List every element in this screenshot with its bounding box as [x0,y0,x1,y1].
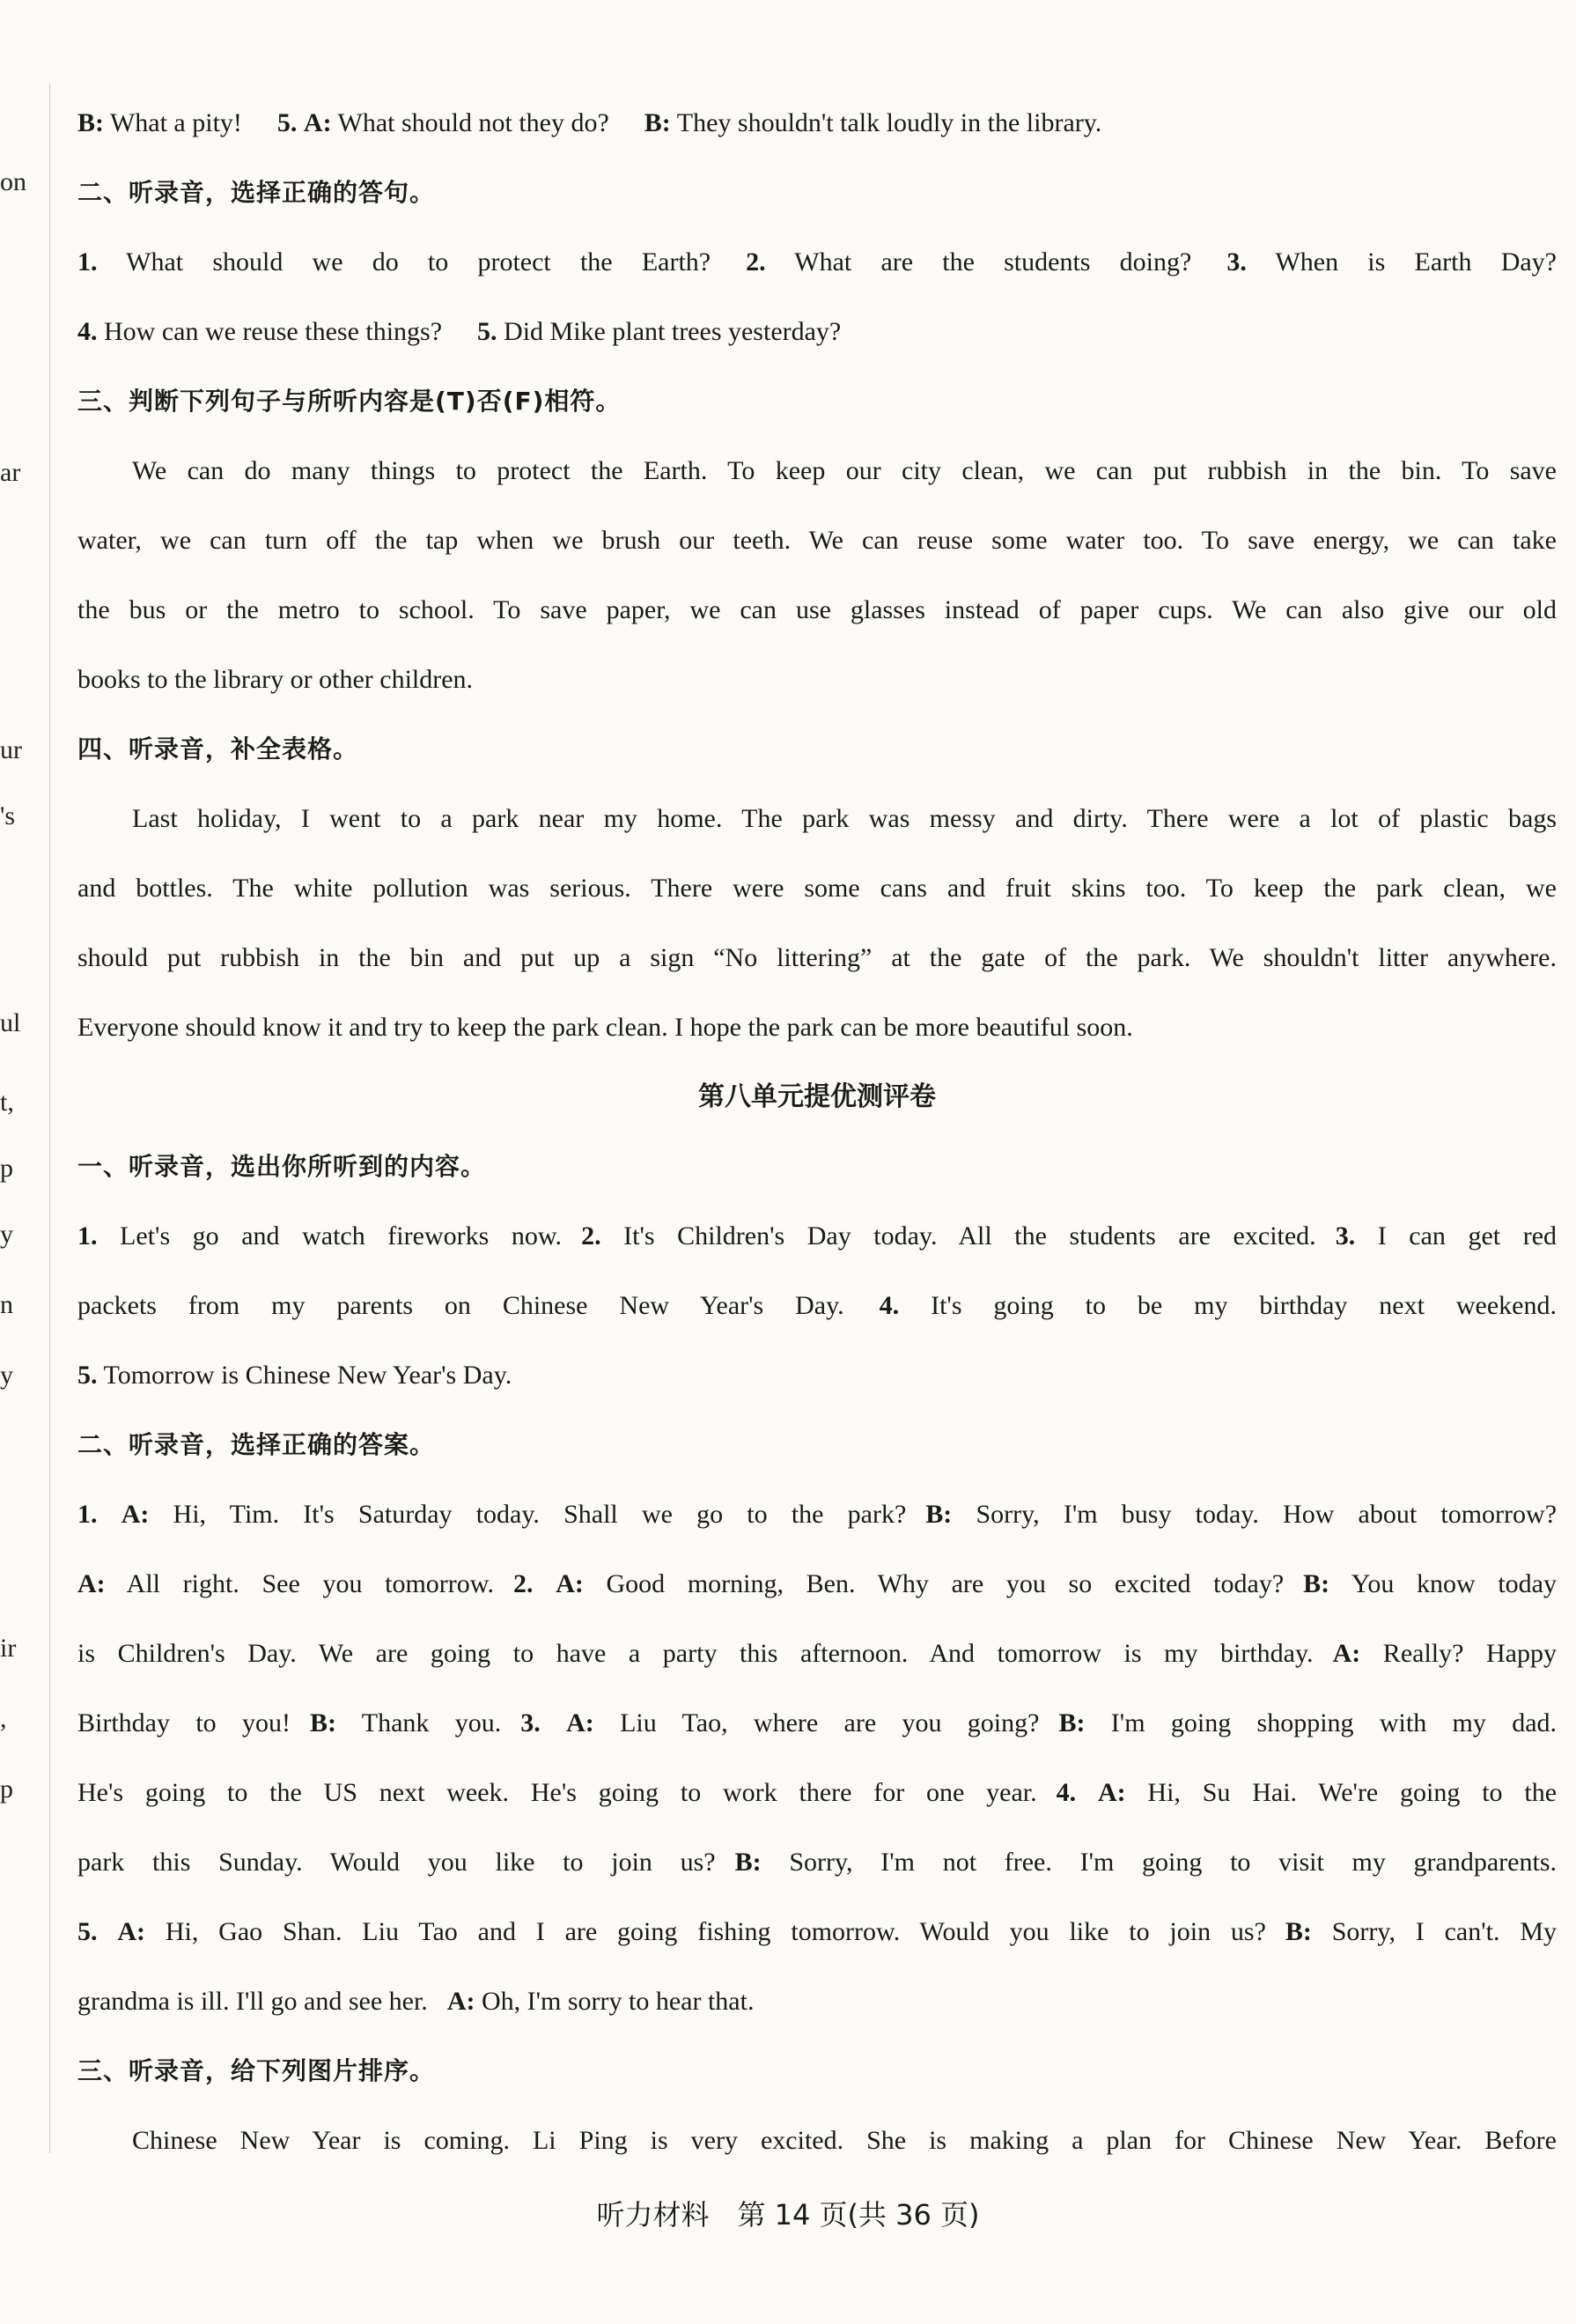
line-1: B: What a pity! 5. A: What should not they do? B: They shouldn't talk loudly in the library. [77,108,1102,137]
edge-fragment: t, [0,1088,14,1117]
edge-fragment: 's [0,801,16,830]
paragraph-line: water, we can turn off the tap when we brush our teeth. We can reuse some water too. To save energy, we can take [77,526,1557,555]
paragraph-line: and bottles. The white pollution was serious. There were some cans and fruit skins too. To keep the park clean, we [77,874,1557,903]
section-heading: 三、听录音，给下列图片排序。 [77,2056,436,2085]
binding-rule [49,84,50,2153]
transcript-content [77,88,1557,2175]
section-heading: 四、听录音，补全表格。 [77,734,359,764]
line-27: 5. A: Hi, Gao Shan. Liu Tao and I are going fishing tomorrow. Would you like to join us? B: Sorry, I can't. My [77,1917,1557,1946]
edge-fragment: y [0,1361,13,1390]
line-18: packets from my parents on Chinese New Year's Day. 4. It's going to be my birthday next weekend. [77,1291,1557,1320]
line-21: 1. A: Hi, Tim. It's Saturday today. Shall we go to the park? B: Sorry, I'm busy today. How about tomorrow? [77,1500,1558,1529]
edge-fragment: , [0,1704,7,1733]
paragraph-line: should put rubbish in the bin and put up a sign “No littering” at the gate of the park. We shouldn't litter anywhere. [77,943,1557,972]
line-3: 1. What should we do to protect the Earth? 2. What are the students doing? 3. When is Earth Day? [77,247,1557,277]
line-22: A: All right. See you tomorrow. 2. A: Good morning, Ben. Why are you so excited today? B: You know today [77,1569,1557,1598]
section-heading: 三、判断下列句子与所听内容是(T)否(F)相符。 [77,387,622,416]
edge-fragment: ir [0,1634,17,1663]
edge-fragment: p [0,1774,13,1804]
section-heading: 二、听录音，选择正确的答句。 [77,178,436,207]
line-4: 4. How can we reuse these things? 5. Did Mike plant trees yesterday? [77,317,842,346]
line-23: is Children's Day. We are going to have a party this afternoon. And tomorrow is my birthday. A: Really? Happy [77,1639,1557,1668]
page-footer: 听力材料 第 14 页(共 36 页) [596,2198,980,2232]
edge-fragment: y [0,1220,13,1249]
line-28: grandma is ill. I'll go and see her. A: Oh, I'm sorry to hear that. [77,1987,755,2016]
paragraph-line: the bus or the metro to school. To save paper, we can use glasses instead of paper cups. We can also give our old [77,595,1557,624]
edge-fragment: ul [0,1008,21,1037]
line-25: He's going to the US next week. He's going to work there for one year. 4. A: Hi, Su Hai. We're going to the [77,1778,1558,1807]
left-page-edge [0,0,44,2324]
section-heading: 一、听录音，选出你所听到的内容。 [77,1152,487,1181]
paragraph-line: Last holiday, I went to a park near my home. The park was messy and dirty. There were a lot of plastic bags [132,804,1557,833]
line-26: park this Sunday. Would you like to join us? B: Sorry, I'm not free. I'm going to visit my grandparents. [77,1848,1557,1877]
line-19: 5. Tomorrow is Chinese New Year's Day. [77,1361,512,1390]
edge-fragment: p [0,1154,13,1183]
line-17: 1. Let's go and watch fireworks now. 2. It's Children's Day today. All the students are excited. 3. I can get red [77,1221,1558,1251]
section-heading: 二、听录音，选择正确的答案。 [77,1430,436,1459]
paragraph-line: We can do many things to protect the Earth. To keep our city clean, we can put rubbish in the bin. To save [132,456,1557,485]
unit-title: 第八单元提优测评卷 [698,1081,936,1112]
edge-fragment: on [0,167,26,196]
paragraph-line: books to the library or other children. [77,665,474,694]
paragraph-line: Everyone should know it and try to keep the park clean. I hope the park can be more beautiful soon. [77,1013,1133,1042]
edge-fragment: ar [0,458,21,487]
edge-fragment: n [0,1290,13,1319]
paragraph-line: Chinese New Year is coming. Li Ping is very excited. She is making a plan for Chinese New Year. Before [132,2126,1557,2155]
edge-fragment: ur [0,735,22,764]
line-24: Birthday to you! B: Thank you. 3. A: Liu Tao, where are you going? B: I'm going shopping with my dad. [77,1708,1558,1737]
